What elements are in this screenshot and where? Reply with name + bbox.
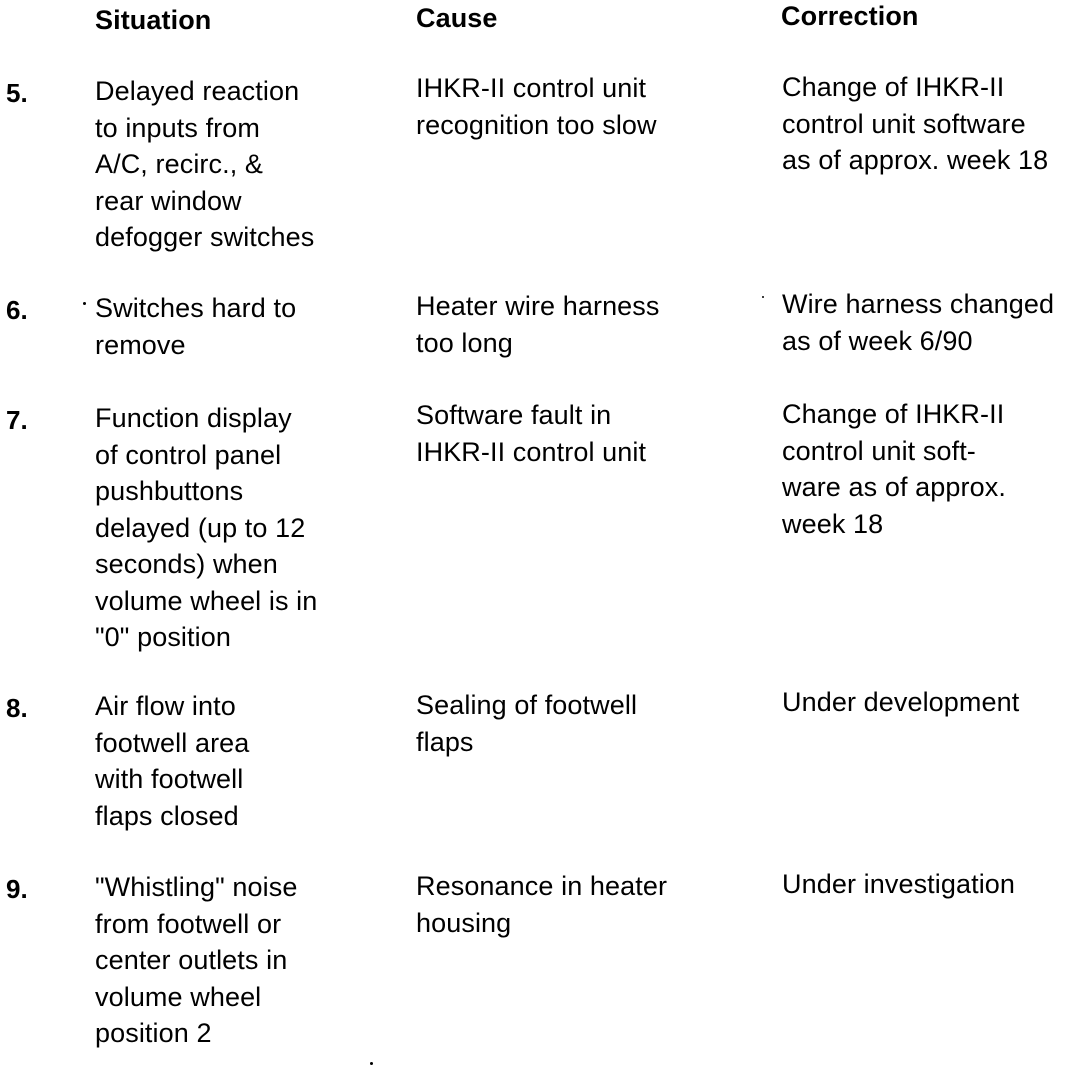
scan-speck <box>762 296 764 298</box>
situation-cell: Delayed reaction to inputs from A/C, recirc., & rear window defogger switches <box>95 76 315 252</box>
situation-cell: Function display of control panel pushbuttons delayed (up to 12 seconds) when volume wheel is in "0" position <box>95 403 318 652</box>
row-number: 8. <box>6 693 28 723</box>
correction-cell: Wire harness changed as of week 6/90 <box>782 289 1055 356</box>
header-correction: Correction <box>781 1 919 31</box>
header-cause: Cause <box>416 3 498 33</box>
correction-cell: Change of IHKR-II control unit soft- ware as of approx. week 18 <box>782 399 1006 539</box>
cause-cell: IHKR-II control unit recognition too slow <box>416 73 657 140</box>
cause-cell: Resonance in heater housing <box>416 871 668 938</box>
situation-cell: Air flow into footwell area with footwell flaps closed <box>95 691 250 831</box>
header-situation: Situation <box>95 5 212 35</box>
row-number: 9. <box>6 874 28 904</box>
scan-speck <box>370 1062 373 1065</box>
correction-cell: Change of IHKR-II control unit software as of approx. week 18 <box>782 72 1049 175</box>
correction-cell: Under development <box>782 687 1020 717</box>
correction-cell: Under investigation <box>782 869 1016 899</box>
scan-speck <box>83 302 86 305</box>
cause-cell: Heater wire harness too long <box>416 291 660 358</box>
situation-cell: "Whistling" noise from footwell or center outlets in volume wheel position 2 <box>95 872 298 1048</box>
situation-cell: Switches hard to remove <box>95 293 297 360</box>
row-number: 5. <box>6 78 28 108</box>
cause-cell: Software fault in IHKR-II control unit <box>416 400 647 467</box>
cause-cell: Sealing of footwell flaps <box>416 690 638 757</box>
row-number: 6. <box>6 295 28 325</box>
row-number: 7. <box>6 405 28 435</box>
